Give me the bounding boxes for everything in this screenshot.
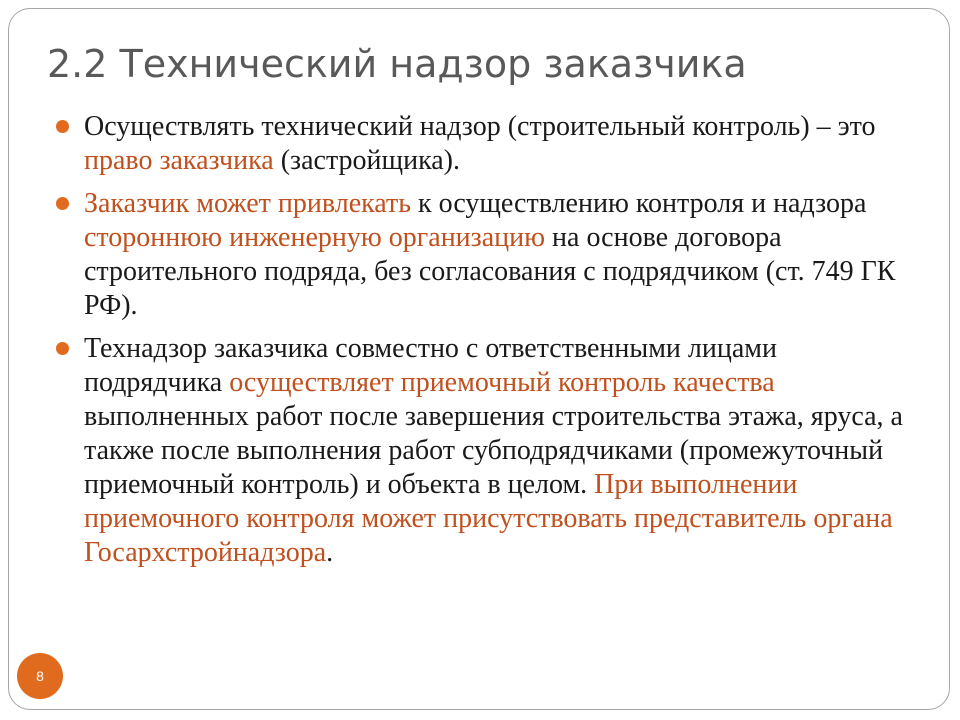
bullet-item [56, 332, 916, 570]
bullet-highlight-segment: осуществляет приемочный контроль качества [229, 367, 775, 398]
bullet-marker [56, 197, 69, 210]
bullet-text-segment: Осуществлять технический надзор (строительный контроль) – это [84, 111, 876, 142]
bullet-item [56, 187, 916, 323]
page-number-badge: 8 [17, 653, 63, 699]
bullet-highlight-segment: При выполнении приемочного контроля может присутствовать представитель органа Госархстройнадзора [84, 469, 893, 568]
bullet-text-segment: выполненных работ после завершения строительства этажа, яруса, а также после выполнения работ субподрядчиками (промежуточный приемочный контроль) и объекта в целом. [84, 401, 903, 500]
bullet-highlight-segment: Заказчик может привлекать [84, 188, 412, 219]
bullet-text-segment: Технадзор заказчика совместно с ответственными лицами подрядчика [84, 333, 777, 398]
bullet-highlight-segment: стороннюю инженерную организацию [84, 222, 546, 253]
bullet-item [56, 110, 916, 178]
bullet-list [56, 110, 916, 579]
bullet-text-segment: (застройщика). [273, 145, 460, 176]
slide-title: 2.2 Технический надзор заказчика [47, 42, 747, 86]
bullet-highlight-segment: право заказчика [84, 145, 274, 176]
bullet-text-segment: . [326, 537, 334, 568]
bullet-marker [56, 120, 69, 133]
bullet-marker [56, 342, 69, 355]
bullet-text-segment: к осуществлению контроля и надзора [411, 188, 867, 219]
bullet-text-segment: на основе договора строительного подряда, без согласования с подрядчиком (ст. 749 ГК РФ). [84, 222, 896, 321]
